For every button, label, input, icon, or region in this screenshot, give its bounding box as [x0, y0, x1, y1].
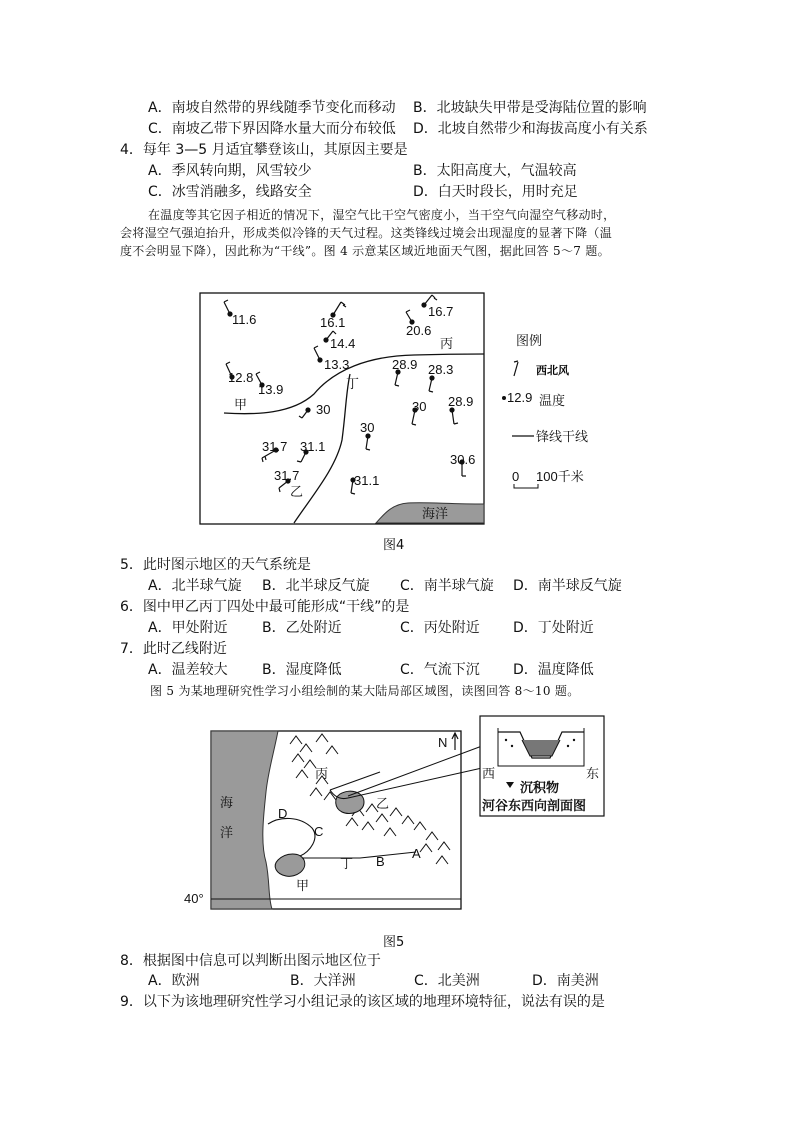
label-A: A: [412, 846, 421, 861]
q5-option-c: C．南半球气旋: [400, 578, 494, 594]
ocean-char-1: 海: [220, 795, 234, 810]
q6-option-c: C．丙处附近: [400, 620, 480, 636]
temp-label: 28.9: [448, 394, 474, 409]
temp-label: 28.3: [428, 362, 454, 377]
q4-option-b: B．太阳高度大，气温较高: [413, 163, 577, 179]
temp-label: 14.4: [330, 336, 356, 351]
q4-option-a: A．季风转向期，风雪较少: [148, 163, 312, 179]
q3-option-b: B．北坡缺失甲带是受海陆位置的影响: [413, 100, 647, 116]
q5-stem: 5．此时图示地区的天气系统是: [120, 557, 311, 573]
figure-4-legend: [502, 333, 588, 488]
label-bing: 丙: [315, 766, 329, 781]
latitude-label: 40°: [184, 891, 204, 906]
q6-option-d: D．丁处附近: [513, 620, 594, 636]
legend-wind: 西北风: [536, 365, 569, 377]
figure-4-caption: 图4: [383, 538, 405, 553]
q8-option-c: C．北美洲: [414, 973, 480, 989]
q3-option-d: D．北坡自然带少和海拔高度小有关系: [413, 121, 648, 137]
intro1-line1: 在温度等其它因子相近的情况下，湿空气比干空气密度小，当干空气向湿空气移动时，: [148, 208, 616, 222]
q8-option-b: B．大洋洲: [290, 973, 356, 989]
q7-option-a: A．温差较大: [148, 662, 228, 678]
q3-option-a: A．南坡自然带的界线随季节变化而移动: [148, 100, 396, 116]
q8-stem: 8．根据图中信息可以判断出图示地区位于: [120, 953, 381, 969]
q7-stem: 7．此时乙线附近: [120, 641, 227, 657]
label-D: D: [278, 806, 288, 821]
temp-label: 30.6: [450, 452, 476, 467]
temp-label: 30: [316, 402, 331, 417]
q3-option-c: C．南坡乙带下界因降水量大而分布较低: [148, 121, 396, 137]
q7-option-d: D．温度降低: [513, 662, 594, 678]
temp-label: 16.7: [428, 304, 454, 319]
intro2: 图 5 为某地理研究性学习小组绘制的某大陆局部区域图，读图回答 8～10 题。: [150, 684, 580, 698]
label-yi: 乙: [376, 796, 390, 811]
temp-label: 28.9: [392, 357, 418, 372]
temp-label: 11.6: [232, 312, 257, 327]
q6-option-a: A．甲处附近: [148, 620, 228, 636]
label-C: C: [314, 824, 324, 839]
q8-option-d: D．南美洲: [532, 973, 599, 989]
inset-title: 河谷东西向剖面图: [482, 798, 587, 813]
q7-option-b: B．湿度降低: [262, 662, 342, 678]
label-B: B: [376, 854, 385, 869]
legend-scale-zero: 0: [512, 469, 520, 484]
north-label: N: [438, 735, 448, 750]
legend-title: 图例: [516, 333, 543, 348]
temp-label: 31.1: [354, 473, 380, 488]
legend-temp-value: 12.9: [507, 390, 533, 405]
label-yi: 乙: [290, 484, 304, 499]
intro1-line3: 度不会明显下降），因此称为“干线”。图 4 示意某区域近地面天气图，据此回答 5～7 题。: [120, 244, 610, 258]
temp-label: 30: [360, 420, 375, 435]
temp-label: 13.3: [324, 357, 350, 372]
temp-label: 31.7: [274, 468, 300, 483]
label-ding: 丁: [340, 856, 354, 871]
temp-label: 30: [412, 399, 427, 414]
inset-east: 东: [586, 766, 600, 781]
label-jia: 甲: [234, 397, 248, 412]
temp-label: 31.1: [300, 439, 326, 454]
ocean-label: 海洋: [422, 506, 449, 521]
figure-5-continent-map: [180, 712, 610, 917]
label-jia: 甲: [296, 878, 310, 893]
q4-option-d: D．白天时段长，用时充足: [413, 184, 578, 200]
temp-label: 16.1: [320, 315, 346, 330]
legend-temp: 温度: [539, 393, 566, 408]
q6-stem: 6．图中甲乙丙丁四处中最可能形成“干线”的是: [120, 599, 410, 615]
intro1-line2: 会将湿空气强迫抬升，形成类似冷锋的天气过程。这类锋线过境会出现湿度的显著下降（温: [120, 226, 613, 240]
q4-option-c: C．冰雪消融多，线路安全: [148, 184, 312, 200]
legend-scale: 100千米: [536, 469, 584, 484]
q7-option-c: C．气流下沉: [400, 662, 480, 678]
temp-label: 13.9: [258, 382, 284, 397]
q5-option-b: B．北半球反气旋: [262, 578, 370, 594]
label-ding: 丁: [346, 376, 360, 391]
q6-option-b: B．乙处附近: [262, 620, 342, 636]
valley-profile-inset: [480, 716, 604, 816]
q5-option-d: D．南半球反气旋: [513, 578, 622, 594]
inset-sediment: 沉积物: [520, 780, 560, 795]
figure-5-caption: 图5: [383, 935, 405, 950]
q4-stem: 4．每年 3—5 月适宜攀登该山，其原因主要是: [120, 142, 408, 158]
q9-stem: 9．以下为该地理研究性学习小组记录的该区域的地理环境特征，说法有误的是: [120, 994, 605, 1010]
ocean-char-2: 洋: [220, 825, 234, 840]
figure-4-weather-map: [196, 290, 606, 530]
inset-west: 西: [482, 766, 496, 781]
temp-label: 12.8: [228, 370, 254, 385]
q8-option-a: A．欧洲: [148, 973, 200, 989]
temp-label: 20.6: [406, 323, 432, 338]
q5-option-a: A．北半球气旋: [148, 578, 242, 594]
label-bing: 丙: [440, 336, 454, 351]
temp-label: 31.7: [262, 439, 288, 454]
legend-front: 锋线干线: [536, 429, 589, 444]
